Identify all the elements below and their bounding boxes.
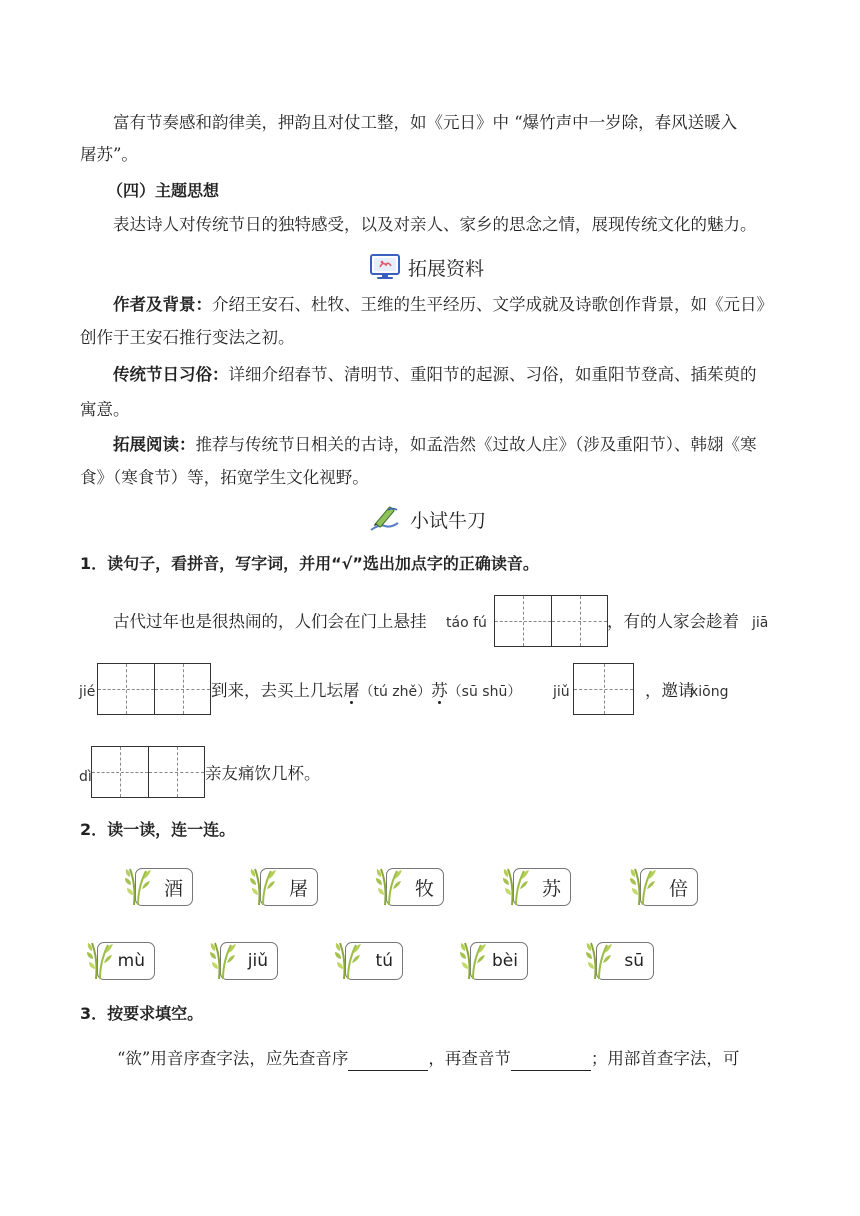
q1-sentence-part-1: 古代过年也是很热闹的，人们会在门上悬挂	[113, 612, 427, 631]
pinyin-card[interactable]	[596, 942, 654, 980]
author-background-label: 作者及背景：	[113, 295, 212, 314]
grass-leaf-icon	[124, 861, 158, 907]
writing-grid-tao-fu[interactable]	[494, 595, 608, 647]
q1-sentence-part-4: ，邀请	[645, 681, 695, 700]
q1-sentence-part-3: 到来，去买上几坛屠（tú zhě）苏（sū shū）	[211, 681, 522, 700]
practice-section-label: 小试牛刀	[410, 509, 487, 532]
intro-line-2: 屠苏”。	[80, 145, 138, 164]
grass-leaf-icon	[585, 935, 619, 981]
grid-cell[interactable]	[551, 596, 607, 646]
intro-line-1: 富有节奏感和韵律美，押韵且对仗工整，如《元日》中 “爆竹声中一岁除，春风送暖入	[113, 113, 738, 132]
q1-sentence-part-5: 亲友痛饮几杯。	[205, 764, 321, 783]
computer-monitor-icon	[370, 254, 400, 280]
festival-customs-label: 传统节日习俗：	[113, 365, 229, 384]
pinyin-text: mù	[117, 951, 145, 971]
blank-yinjie[interactable]	[511, 1052, 591, 1071]
grid-cell[interactable]	[495, 596, 551, 646]
pinyin-di: dì	[79, 769, 92, 785]
extended-reading-line-2: 食》（寒食节）等，拓宽学生文化视野。	[80, 468, 369, 487]
writing-grid-xiong-di[interactable]	[91, 746, 205, 798]
grass-leaf-icon	[459, 935, 493, 981]
question-2-title: 2．读一读，连一连。	[80, 820, 236, 839]
character-card[interactable]	[513, 868, 571, 906]
author-background-line-2: 创作于王安石推行变法之初。	[80, 328, 295, 347]
grid-cell[interactable]	[154, 664, 210, 714]
pinyin-xiong: xiōng	[690, 684, 729, 700]
pinyin-text: jiǔ	[247, 951, 268, 971]
extension-section-label: 拓展资料	[408, 257, 485, 280]
pinyin-card[interactable]	[345, 942, 403, 980]
reading-option-su-shu[interactable]: （sū shū）	[447, 684, 522, 700]
pinyin-card[interactable]	[97, 942, 155, 980]
theme-text: 表达诗人对传统节日的独特感受，以及对亲人、家乡的思念之情，展现传统文化的魅力。	[113, 215, 757, 234]
grid-cell[interactable]	[574, 664, 633, 714]
extended-reading-line-1: 拓展阅读：推荐与传统节日相关的古诗，如孟浩然《过故人庄》（涉及重阳节）、韩翃《寒	[113, 435, 757, 454]
character-text: 酒	[163, 877, 183, 900]
grid-cell[interactable]	[98, 664, 154, 714]
character-text: 牧	[414, 877, 434, 900]
character-card[interactable]	[135, 868, 193, 906]
q3-fill-line: “欲”用音序查字法，应先查音序 ，再查音节 ；用部首查字法，可	[117, 1047, 739, 1071]
character-card[interactable]	[386, 868, 444, 906]
grass-leaf-icon	[86, 935, 120, 981]
character-text: 屠	[288, 877, 308, 900]
pinyin-jiu: jiǔ	[553, 684, 570, 700]
dotted-char-su: 苏	[431, 681, 448, 700]
character-text: 苏	[541, 877, 561, 900]
pinyin-jia: jiā	[752, 615, 769, 631]
pinyin-tao-fu: táo fú	[446, 615, 487, 631]
question-3-title: 3．按要求填空。	[80, 1004, 204, 1023]
character-card[interactable]	[640, 868, 698, 906]
character-text: 倍	[668, 877, 688, 900]
character-card[interactable]	[260, 868, 318, 906]
extended-reading-label: 拓展阅读：	[113, 435, 196, 454]
practice-section-title	[368, 503, 486, 535]
dotted-char-tu: 屠	[343, 681, 360, 700]
pinyin-text: bèi	[492, 951, 518, 971]
extension-section-title	[370, 251, 484, 283]
writing-grid-jiu[interactable]	[573, 663, 634, 715]
pinyin-jie: jié	[79, 684, 96, 700]
author-background-line-1: 作者及背景：介绍王安石、杜牧、王维的生平经历、文学成就及诗歌创作背景，如《元日》	[113, 295, 773, 314]
pinyin-text: sū	[624, 951, 644, 971]
grass-leaf-icon	[629, 861, 663, 907]
grass-leaf-icon	[334, 935, 368, 981]
question-1-title: 1．读句子，看拼音，写字词，并用“√”选出加点字的正确读音。	[80, 554, 539, 573]
grass-leaf-icon	[375, 861, 409, 907]
grass-leaf-icon	[209, 935, 243, 981]
blank-yinxu[interactable]	[348, 1052, 428, 1071]
pencil-writing-icon	[368, 504, 402, 534]
grid-cell[interactable]	[92, 747, 148, 797]
festival-customs-line-1: 传统节日习俗：详细介绍春节、清明节、重阳节的起源、习俗，如重阳节登高、插茱萸的	[113, 365, 757, 384]
grid-cell[interactable]	[148, 747, 204, 797]
theme-heading: （四）主题思想	[107, 181, 220, 200]
writing-grid-jia-jie[interactable]	[97, 663, 211, 715]
q1-sentence-part-2: ，有的人家会趁着	[607, 612, 739, 631]
pinyin-card[interactable]	[220, 942, 278, 980]
grass-leaf-icon	[249, 861, 283, 907]
festival-customs-line-2: 寓意。	[80, 400, 130, 419]
pinyin-card[interactable]	[470, 942, 528, 980]
reading-option-tu-zhe[interactable]: （tú zhě）	[359, 684, 432, 700]
grass-leaf-icon	[502, 861, 536, 907]
pinyin-text: tú	[375, 951, 393, 971]
